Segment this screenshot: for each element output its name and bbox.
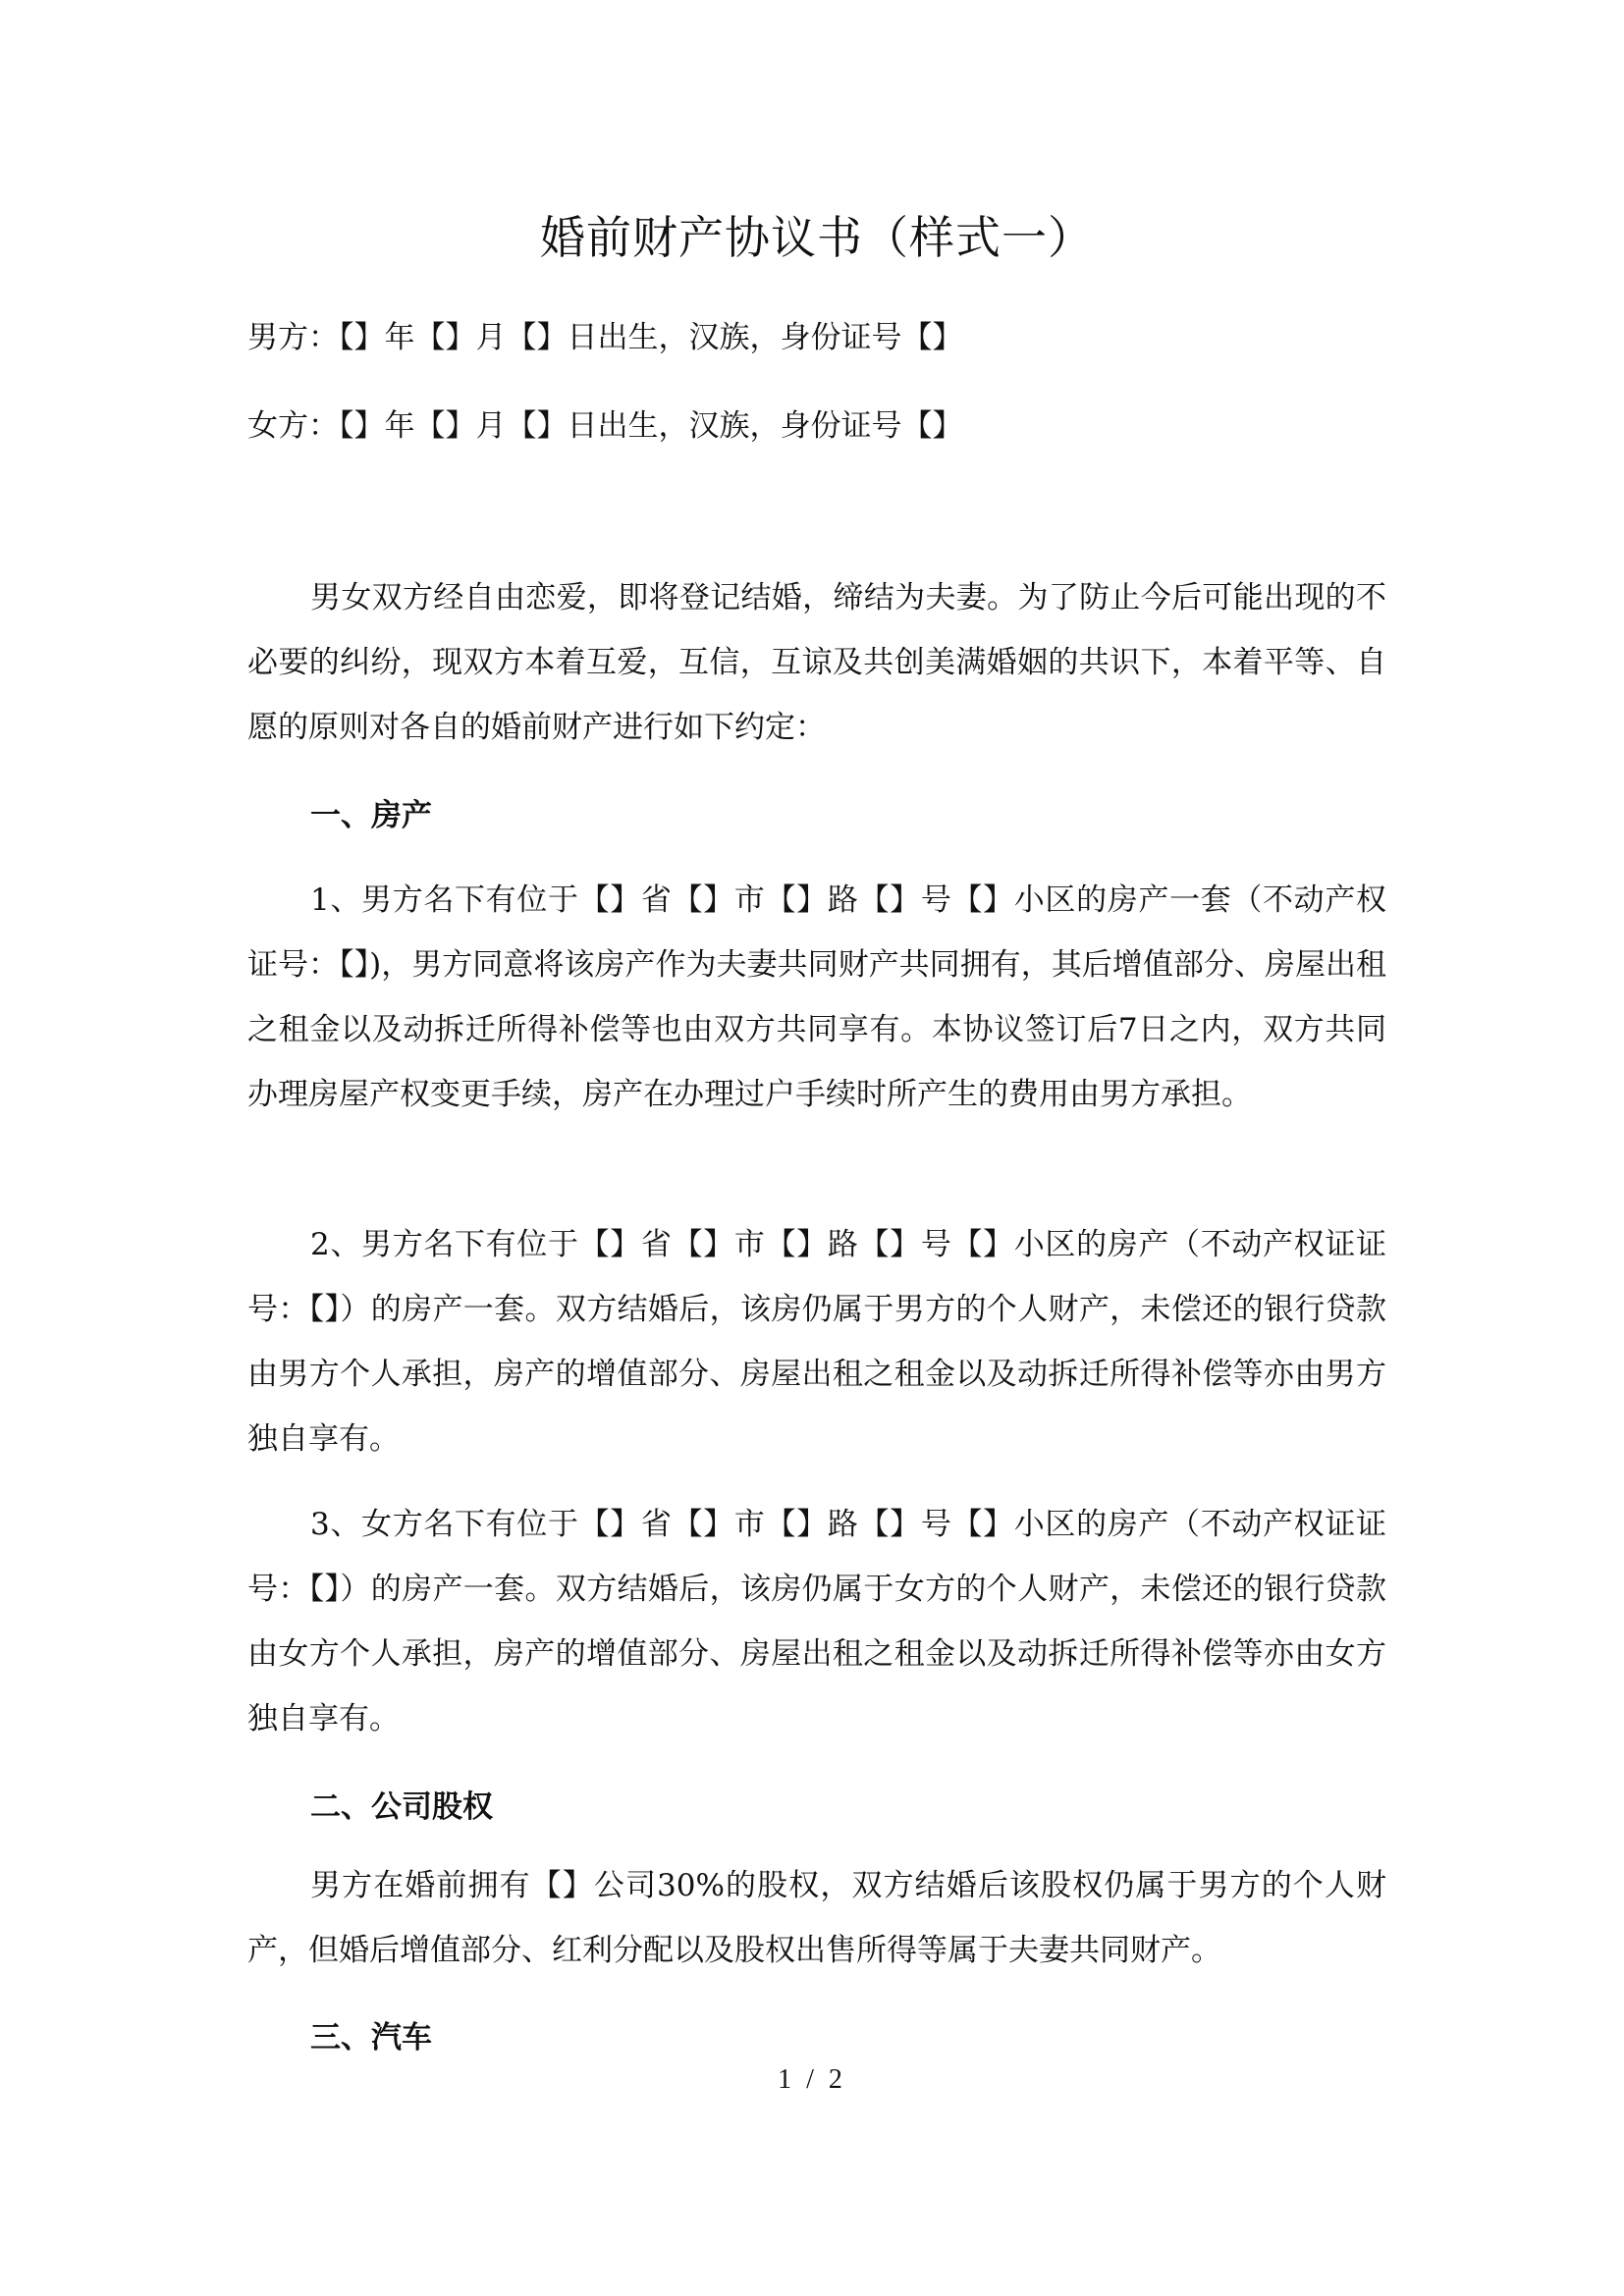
female-party-line: 女方：【】年【】月【】日出生，汉族，身份证号【】 bbox=[247, 408, 963, 444]
intro-paragraph: 男女双方经自由恋爱，即将登记结婚，缔结为夫妻。为了防止今后可能出现的不必要的纠纷，现双方本着互爱，互信，互谅及共创美满婚姻的共识下，本着平等、自愿的原则对各自的婚前财产进行如下约定： bbox=[247, 580, 1386, 745]
equity-paragraph: 男方在婚前拥有【】公司30%的股权，双方结婚后该股权仍属于男方的个人财产，但婚后增值部分、红利分配以及股权出售所得等属于夫妻共同财产。 bbox=[247, 1868, 1386, 1968]
section-heading-car: 三、汽车 bbox=[310, 2020, 432, 2056]
page-number: 1 / 2 bbox=[778, 2064, 846, 2095]
section-heading-equity: 二、公司股权 bbox=[310, 1789, 493, 1825]
male-party-line: 男方：【】年【】月【】日出生，汉族，身份证号【】 bbox=[247, 320, 963, 355]
section-heading-house: 一、房产 bbox=[310, 798, 432, 833]
document-title: 婚前财产协议书（样式一） bbox=[540, 211, 1094, 264]
house-item-3: 3、女方名下有位于【】省【】市【】路【】号【】小区的房产（不动产权证证号：【】）的房产一套。双方结婚后，该房仍属于女方的个人财产，未偿还的银行贷款由女方个人承担，房产的增值部分、房屋出租之租金以及动拆迁所得补偿等亦由女方独自享有。 bbox=[247, 1507, 1386, 1736]
house-item-2: 2、男方名下有位于【】省【】市【】路【】号【】小区的房产（不动产权证证号：【】）的房产一套。双方结婚后，该房仍属于男方的个人财产，未偿还的银行贷款由男方个人承担，房产的增值部分、房屋出租之租金以及动拆迁所得补偿等亦由男方独自享有。 bbox=[247, 1227, 1386, 1457]
house-item-1: 1、男方名下有位于【】省【】市【】路【】号【】小区的房产一套（不动产权证号：【】)，男方同意将该房产作为夫妻共同财产共同拥有，其后增值部分、房屋出租之租金以及动拆迁所得补偿等也由双方共同享有。本协议签订后7日之内，双方共同办理房屋产权变更手续，房产在办理过户手续时所产生的费用由男方承担。 bbox=[247, 882, 1386, 1112]
